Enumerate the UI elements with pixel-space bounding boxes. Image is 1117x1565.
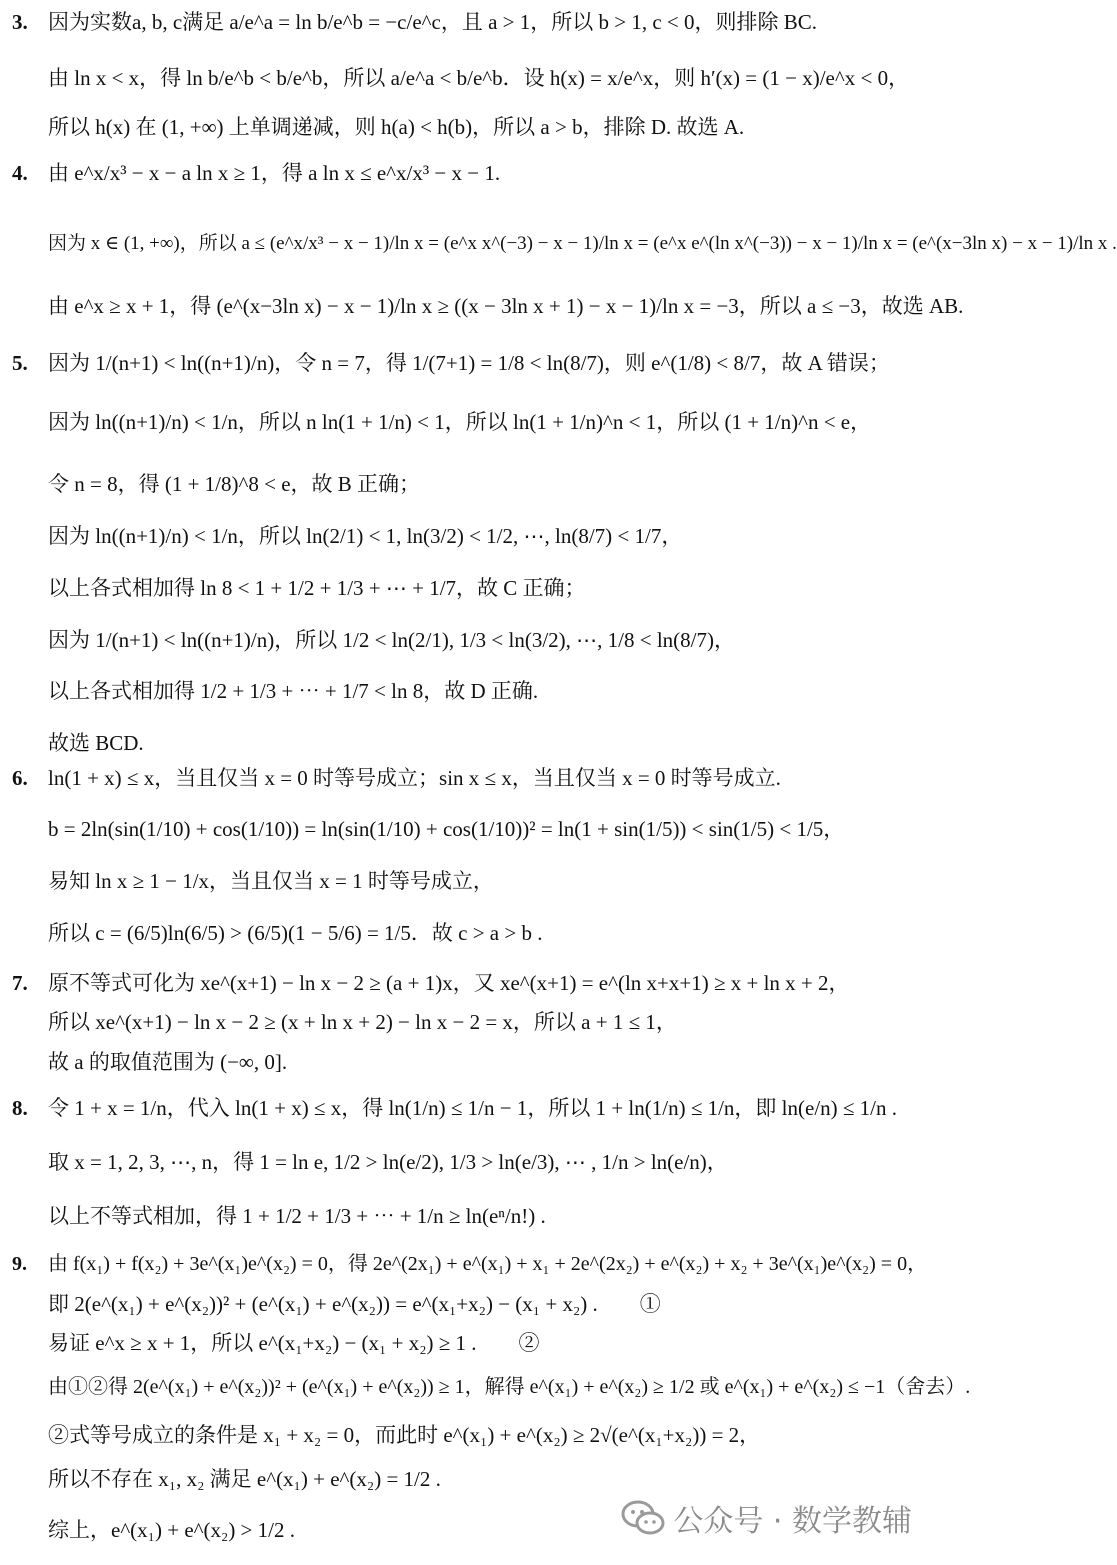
problem-number-4: 4. xyxy=(12,161,28,185)
line-7-2: 所以 xe^(x+1) − ln x − 2 ≥ (x + ln x + 2) − ln x − 2 = x，所以 a + 1 ≤ 1， xyxy=(48,1010,677,1034)
line-5-3: 令 n = 8，得 (1 + 1/8)^8 < e，故 B 正确； xyxy=(48,472,421,496)
watermark xyxy=(621,1496,912,1540)
line-6-2: b = 2ln(sin(1/10) + cos(1/10)) = ln(sin(1/10) + cos(1/10))² = ln(1 + sin(1/5)) < sin(1/5) < 1/5， xyxy=(48,817,845,841)
line-9-7: 综上，e^(x₁) + e^(x₂) > 1/2 . xyxy=(48,1518,295,1542)
line-6-3: 易知 ln x ≥ 1 − 1/x，当且仅当 x = 1 时等号成立， xyxy=(48,869,494,893)
line-5-7: 以上各式相加得 1/2 + 1/3 + ⋯ + 1/7 < ln 8，故 D 正确. xyxy=(48,679,539,703)
line-8-3: 以上不等式相加，得 1 + 1/2 + 1/3 + ⋯ + 1/n ≥ ln(eⁿ/n!) . xyxy=(48,1204,546,1228)
line-4-2: 因为 x ∈ (1, +∞)，所以 a ≤ (e^x/x³ − x − 1)/ln x = (e^x x^(−3) − x − 1)/ln x = (e^x e^(ln x^(−3)) − x − 1)/ln x = (e^(x−3ln x) − x − 1)/ln x . xyxy=(48,233,1117,254)
line-3-3: 所以 h(x) 在 (1, +∞) 上单调递减，则 h(a) < h(b)，所以 a > b，排除 D. 故选 A. xyxy=(48,115,745,139)
line-7-3: 故 a 的取值范围为 (−∞, 0]. xyxy=(48,1050,288,1074)
problem-number-9: 9. xyxy=(12,1253,27,1275)
watermark-text: 公众号 · 数学教辅 xyxy=(673,1504,912,1539)
line-5-6: 因为 1/(n+1) < ln((n+1)/n)，所以 1/2 < ln(2/1), 1/3 < ln(3/2), ⋯, 1/8 < ln(8/7)， xyxy=(48,628,735,652)
line-9-2: 即 2(e^(x₁) + e^(x₂))² + (e^(x₁) + e^(x₂)) = e^(x₁+x₂) − (x₁ + x₂) . ① xyxy=(48,1292,661,1316)
problem-number-3: 3. xyxy=(12,10,28,34)
problem-number-8: 8. xyxy=(12,1096,28,1120)
problem-number-6: 6. xyxy=(12,766,28,790)
line-6-4: 所以 c = (6/5)ln(6/5) > (6/5)(1 − 5/6) = 1/5．故 c > a > b . xyxy=(48,921,543,945)
line-6-1: 6. ln(1 + x) ≤ x，当且仅当 x = 0 时等号成立；sin x ≤ x，当且仅当 x = 0 时等号成立. xyxy=(12,766,781,790)
wechat-icon xyxy=(621,1500,665,1536)
line-4-1: 4. 由 e^x/x³ − x − a ln x ≥ 1，得 a ln x ≤ e^x/x³ − x − 1. xyxy=(12,161,501,185)
line-5-1: 5. 因为 1/(n+1) < ln((n+1)/n)，令 n = 7，得 1/(7+1) = 1/8 < ln(8/7)，则 e^(1/8) < 8/7，故 A 错误； xyxy=(12,351,890,375)
line-9-1: 9. 由 f(x₁) + f(x₂) + 3e^(x₁)e^(x₂) = 0，得 2e^(2x₁) + e^(x₁) + x₁ + 2e^(2x₂) + e^(x₂) + x₂ + 3e^(x₁)e^(x₂) = 0， xyxy=(12,1253,928,1275)
line-9-6: 所以不存在 x₁, x₂ 满足 e^(x₁) + e^(x₂) = 1/2 . xyxy=(48,1467,441,1491)
line-3-2: 由 ln x < x，得 ln b/e^b < b/e^b，所以 a/e^a < b/e^b．设 h(x) = x/e^x，则 h′(x) = (1 − x)/e^x < 0， xyxy=(48,66,910,90)
line-5-5: 以上各式相加得 ln 8 < 1 + 1/2 + 1/3 + ⋯ + 1/7，故 C 正确； xyxy=(48,576,586,600)
line-8-1: 8. 令 1 + x = 1/n，代入 ln(1 + x) ≤ x，得 ln(1/n) ≤ 1/n − 1，所以 1 + ln(1/n) ≤ 1/n，即 ln(e/n) ≤ 1/n . xyxy=(12,1096,898,1120)
problem-number-7: 7. xyxy=(12,971,28,995)
line-9-4: 由①②得 2(e^(x₁) + e^(x₂))² + (e^(x₁) + e^(x₂)) ≥ 1，解得 e^(x₁) + e^(x₂) ≥ 1/2 或 e^(x₁) + e^(x₂) ≤ −1（舍去）. xyxy=(48,1376,971,1398)
line-3-1: 3. 因为实数a, b, c满足 a/e^a = ln b/e^b = −c/e^c，且 a > 1，所以 b > 1, c < 0，则排除 BC. xyxy=(12,10,818,34)
line-8-2: 取 x = 1, 2, 3, ⋯, n，得 1 = ln e, 1/2 > ln(e/2), 1/3 > ln(e/3), ⋯ , 1/n > ln(e/n)， xyxy=(48,1150,728,1174)
line-9-3: 易证 e^x ≥ x + 1，所以 e^(x₁+x₂) − (x₁ + x₂) ≥ 1 . ② xyxy=(48,1331,540,1355)
problem-number-5: 5. xyxy=(12,351,28,375)
line-9-5: ②式等号成立的条件是 x₁ + x₂ = 0，而此时 e^(x₁) + e^(x₂) ≥ 2√(e^(x₁+x₂)) = 2， xyxy=(48,1423,761,1447)
line-5-2: 因为 ln((n+1)/n) < 1/n，所以 n ln(1 + 1/n) < 1，所以 ln(1 + 1/n)^n < 1，所以 (1 + 1/n)^n < e， xyxy=(48,410,872,434)
line-7-1: 7. 原不等式可化为 xe^(x+1) − ln x − 2 ≥ (a + 1)x，又 xe^(x+1) = e^(ln x+x+1) ≥ x + ln x + 2， xyxy=(12,971,850,995)
line-5-8: 故选 BCD. xyxy=(48,731,144,755)
line-4-3: 由 e^x ≥ x + 1，得 (e^(x−3ln x) − x − 1)/ln x ≥ ((x − 3ln x + 1) − x − 1)/ln x = −3，所以 a ≤ −3，故选 AB. xyxy=(48,294,964,318)
line-5-4: 因为 ln((n+1)/n) < 1/n，所以 ln(2/1) < 1, ln(3/2) < 1/2, ⋯, ln(8/7) < 1/7， xyxy=(48,524,683,548)
